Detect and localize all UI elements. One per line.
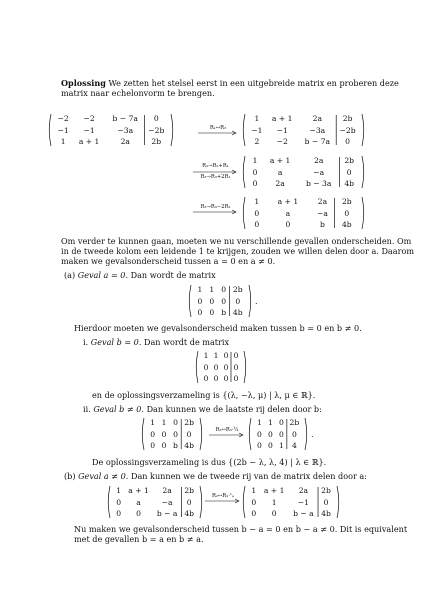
matrix-cell: 0 — [323, 497, 329, 507]
matrix-cell: 0 — [223, 373, 229, 383]
paragraph-line-1: Om verder te kunnen gaan, moeten we nu verschillende gevallen onderscheiden. Om — [61, 236, 412, 246]
matrix-delimiters — [187, 284, 253, 318]
row-op-label: R₃→R₃−2R₂ — [200, 204, 231, 210]
matrix-cell: 2b — [232, 285, 243, 295]
matrix-cell: 0 — [209, 296, 215, 306]
matrix-cell: −a — [161, 497, 173, 507]
matrix-cell: 1 — [161, 418, 167, 428]
matrix-cell: 1 — [271, 497, 277, 507]
row-op-label: R₂↔R₂·¹ₐ — [211, 493, 235, 499]
matrix-cell: 0 — [233, 362, 239, 372]
matrix-cell: 0 — [291, 429, 297, 439]
right-paren — [362, 156, 364, 188]
matrix-cell: −3a — [117, 125, 134, 135]
closing-line-1: Nu maken we gevalsonderscheid tussen b − a = 0 en b − a ≠ 0. Dit is equivalent — [74, 524, 408, 534]
matrix-cell: 1 — [278, 440, 284, 450]
matrix-cell: b − a — [156, 508, 178, 518]
matrix-cell: 0 — [223, 351, 229, 361]
matrix-delimiters — [106, 485, 204, 519]
matrix-case-a-ii-before — [140, 417, 204, 451]
matrix-cell: b — [320, 219, 325, 229]
row-op-arrow-case-b — [205, 493, 241, 505]
right-paren — [244, 351, 246, 383]
matrix-cell: 0 — [223, 362, 229, 372]
matrix-cell: a + 1 — [263, 486, 285, 496]
matrix-cell: 0 — [235, 296, 241, 306]
matrix-cell: −1 — [276, 125, 288, 135]
matrix-case-a — [187, 284, 253, 318]
matrix-cell: 0 — [213, 362, 219, 372]
paragraph-line-2: in de tweede kolom een leidende 1 te krijgen, zouden we willen delen door a. Daarom — [61, 246, 415, 256]
matrix-cell: 4b — [344, 178, 355, 188]
matrix-cell: −2 — [276, 136, 288, 146]
left-paren — [196, 351, 198, 383]
left-paren — [49, 114, 51, 146]
left-paren — [249, 418, 251, 450]
matrix-cell: −1 — [57, 125, 69, 135]
period: . — [255, 296, 258, 306]
case-a-i-heading — [83, 337, 229, 347]
matrix-delimiters — [241, 196, 366, 230]
matrix-cell: 4b — [184, 508, 195, 518]
matrix-delimiters — [241, 113, 366, 147]
case-a-ii-solution: De oplossingsverzameling is dus {(2b − λ, λ, 4) | λ ∈ ℝ}. — [92, 457, 327, 467]
matrix-cell: 2b — [184, 418, 194, 428]
matrix-cell: 0 — [136, 508, 141, 518]
left-paren — [243, 156, 245, 188]
matrix-cell: 2b — [151, 136, 162, 146]
row-op-label: R₁↔R₃ — [209, 125, 227, 131]
right-paren — [362, 197, 364, 229]
matrix-cell: 0 — [257, 440, 262, 450]
case-b-title: Geval a ≠ 0. — [78, 471, 129, 481]
matrix-cell: 0 — [116, 497, 122, 507]
matrix-cell: 0 — [150, 429, 156, 439]
matrix-cell: a — [277, 167, 283, 177]
matrix-cell: 0 — [344, 208, 350, 218]
augmented-matrix-original — [47, 113, 175, 147]
matrix-cell: 0 — [257, 429, 262, 439]
case-a-ii-label: ii. — [83, 404, 91, 414]
matrix-cell: 4b — [341, 219, 352, 229]
matrix-cell: a + 1 — [269, 156, 291, 166]
matrix-cell: 0 — [271, 508, 277, 518]
case-a-heading — [64, 270, 216, 280]
matrix-cell: 0 — [252, 178, 258, 188]
row-op-label: R₂→R₂+R₁ — [202, 163, 229, 169]
matrix-cell: 0 — [186, 429, 192, 439]
matrix-case-a-i — [194, 350, 248, 384]
matrix-cell: 0 — [345, 136, 351, 146]
matrix-cell: 0 — [203, 362, 209, 372]
matrix-cell: −1 — [251, 125, 263, 135]
case-b-heading — [64, 471, 367, 481]
period: . — [311, 429, 314, 439]
matrix-cell: 2b — [344, 156, 355, 166]
matrix-cell: 0 — [267, 440, 273, 450]
matrix-cell: 2a — [275, 178, 285, 188]
matrix-cell: 0 — [197, 307, 203, 317]
matrix-cell: 2b — [341, 197, 352, 207]
matrix-cell: 1 — [257, 418, 262, 428]
paragraph-line-3: maken we gevalsonderscheid tussen a = 0 en a ≠ 0. — [61, 256, 276, 266]
case-a-label: (a) — [64, 270, 76, 280]
matrix-cell: 0 — [161, 440, 167, 450]
matrix-cell: 0 — [254, 208, 260, 218]
matrix-cell: b — [221, 307, 227, 317]
case-a-subcases-text: Hierdoor moeten we gevalsonderscheid maken tussen b = 0 en b ≠ 0. — [74, 323, 362, 333]
matrix-cell: 0 — [221, 285, 227, 295]
matrix-cell: 1 — [60, 136, 66, 146]
matrix-cell: 1 — [209, 285, 215, 295]
left-paren — [142, 418, 144, 450]
matrix-case-b-after — [241, 485, 341, 519]
matrix-cell: 1 — [267, 418, 273, 428]
solution-heading: Oplossing — [61, 78, 106, 88]
matrix-cell: 2a — [317, 197, 328, 207]
matrix-cell: 0 — [197, 296, 203, 306]
matrix-cell: a + 1 — [128, 486, 149, 496]
matrix-case-b-before — [106, 485, 204, 519]
augmented-matrix-echelon — [241, 196, 366, 230]
right-paren — [337, 486, 339, 518]
matrix-cell: 0 — [251, 508, 257, 518]
matrix-delimiters — [140, 417, 204, 451]
case-a-title: Geval a = 0. — [77, 270, 129, 280]
left-paren — [243, 197, 245, 229]
matrix-cell: −a — [313, 167, 325, 177]
matrix-cell: 0 — [209, 307, 215, 317]
matrix-cell: 2 — [254, 136, 260, 146]
matrix-cell: 2a — [314, 156, 324, 166]
matrix-cell: −2 — [83, 114, 95, 124]
matrix-cell: 4b — [321, 508, 331, 518]
row-op-label: R₃↔R₃·¼ — [215, 427, 239, 433]
matrix-cell: 0 — [161, 429, 167, 439]
matrix-cell: 0 — [233, 351, 239, 361]
matrix-cell: −2b — [339, 125, 356, 135]
matrix-cell: 1 — [254, 197, 260, 207]
matrix-cell: 2a — [120, 136, 130, 146]
matrix-cell: 2a — [312, 114, 323, 124]
matrix-cell: 0 — [173, 429, 178, 439]
matrix-cell: 0 — [213, 373, 219, 383]
row-op-arrow-scale — [209, 427, 245, 439]
matrix-cell: a + 1 — [78, 136, 100, 146]
matrix-cell: 0 — [221, 296, 227, 306]
case-b-label: (b) — [64, 471, 76, 481]
matrix-cell: a — [136, 497, 141, 507]
matrix-cell: 0 — [186, 497, 192, 507]
intro-line-2: matrix naar echelonvorm te brengen. — [61, 88, 215, 98]
matrix-cell: 0 — [173, 418, 178, 428]
right-paren — [305, 418, 307, 450]
matrix-cell: 0 — [233, 373, 239, 383]
matrix-delimiters — [247, 417, 309, 451]
matrix-cell: 2b — [342, 114, 353, 124]
matrix-cell: 0 — [153, 114, 159, 124]
row-swap-arrow — [198, 125, 238, 137]
matrix-cell: 1 — [150, 418, 156, 428]
matrix-cell: −a — [317, 208, 328, 218]
right-paren — [249, 285, 251, 317]
solution-intro — [61, 78, 399, 88]
matrix-cell: b − a — [293, 508, 314, 518]
matrix-cell: −3a — [309, 125, 326, 135]
case-a-ii-title: Geval b ≠ 0. — [93, 404, 144, 414]
matrix-cell: 4b — [232, 307, 243, 317]
left-paren — [189, 285, 191, 317]
matrix-cell: 4b — [184, 440, 194, 450]
matrix-cell: 0 — [267, 429, 273, 439]
matrix-cell: 1 — [254, 114, 260, 124]
matrix-cell: b — [173, 440, 178, 450]
case-a-ii-heading — [83, 404, 322, 414]
matrix-cell: 1 — [251, 486, 257, 496]
matrix-cell: 2a — [298, 486, 309, 496]
matrix-cell: a + 1 — [271, 114, 293, 124]
left-paren — [108, 486, 110, 518]
matrix-delimiters — [241, 155, 366, 189]
matrix-cell: 1 — [197, 285, 203, 295]
matrix-cell: 2a — [162, 486, 172, 496]
right-paren — [362, 114, 364, 146]
matrix-delimiters — [47, 113, 175, 147]
case-a-text: Dan wordt de matrix — [130, 270, 216, 280]
right-paren — [171, 114, 173, 146]
augmented-matrix-step-1 — [241, 113, 366, 147]
matrix-cell: 0 — [346, 167, 352, 177]
row-op-label: R₃→R₃+2R₁ — [200, 174, 231, 180]
matrix-cell: −2 — [57, 114, 69, 124]
matrix-cell: b − 7a — [304, 136, 331, 146]
left-paren — [243, 486, 245, 518]
matrix-delimiters — [241, 485, 341, 519]
case-a-i-title: Geval b = 0. — [90, 337, 142, 347]
matrix-cell: 0 — [285, 219, 291, 229]
matrix-delimiters — [194, 350, 248, 384]
row-ops-arrow-2 — [193, 163, 238, 183]
case-b-text: Dan kunnen we de tweede rij van de matrix delen door a: — [130, 471, 367, 481]
right-paren — [200, 486, 202, 518]
matrix-cell: 1 — [252, 156, 258, 166]
case-a-ii-text: Dan kunnen we de laatste rij delen door b: — [146, 404, 322, 414]
matrix-cell: 0 — [254, 219, 260, 229]
matrix-cell: a — [285, 208, 291, 218]
case-a-i-text: Dan wordt de matrix — [143, 337, 230, 347]
matrix-cell: 0 — [251, 497, 257, 507]
matrix-cell: −1 — [297, 497, 309, 507]
matrix-cell: 1 — [203, 351, 209, 361]
intro-line-1: We zetten het stelsel eerst in een uitgebreide matrix en proberen deze — [108, 78, 399, 88]
matrix-cell: −2b — [148, 125, 165, 135]
matrix-cell: a + 1 — [277, 197, 299, 207]
case-a-i-label: i. — [83, 337, 89, 347]
matrix-case-a-ii-after — [247, 417, 309, 451]
matrix-cell: 2b — [184, 486, 195, 496]
matrix-cell: 4 — [291, 440, 297, 450]
matrix-cell: 0 — [252, 167, 258, 177]
case-a-i-solution: en de oplossingsverzameling is {(λ, −λ, μ) | λ, μ ∈ ℝ}. — [92, 390, 316, 400]
matrix-cell: −1 — [83, 125, 95, 135]
matrix-cell: 2b — [321, 486, 331, 496]
matrix-cell: 1 — [213, 351, 219, 361]
matrix-cell: b − 3a — [306, 178, 332, 188]
matrix-cell: 0 — [150, 440, 156, 450]
left-paren — [243, 114, 245, 146]
matrix-cell: 0 — [278, 418, 284, 428]
matrix-cell: 0 — [116, 508, 122, 518]
matrix-cell: 2b — [289, 418, 300, 428]
closing-line-2: met de gevallen b = a en b ≠ a. — [74, 534, 204, 544]
right-paren — [200, 418, 202, 450]
matrix-cell: 0 — [203, 373, 209, 383]
matrix-cell: b − 7a — [112, 114, 138, 124]
row-op-arrow-3 — [193, 204, 238, 216]
augmented-matrix-step-2 — [241, 155, 366, 189]
matrix-cell: 1 — [116, 486, 122, 496]
matrix-cell: 0 — [278, 429, 284, 439]
